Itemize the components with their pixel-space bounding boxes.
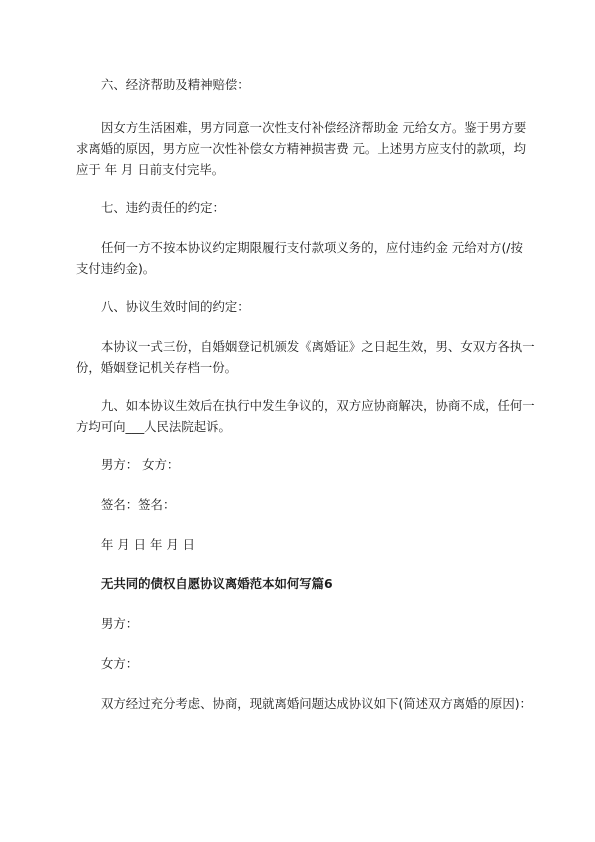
- date-labels: 年 月 日 年 月 日: [101, 537, 196, 552]
- male-party-label: 男方：: [101, 616, 139, 631]
- section-heading-9: 九、如本协议生效后在执行中发生争议的，双方应协商解决，协商不成，任何一: [101, 398, 535, 413]
- paragraph-line: 支付违约金)。: [76, 261, 156, 276]
- section-heading-7: 七、违约责任的约定：: [101, 200, 225, 215]
- paragraph-line: 求离婚的原因，男方应一次性补偿女方精神损害费 元。上述男方应支付的款项，均: [76, 141, 527, 156]
- paragraph-line: 任何一方不按本协议约定期限履行支付款项义务的，应付违约金 元给对方(/按: [101, 240, 523, 255]
- paragraph-line: 应于 年 月 日前支付完毕。: [76, 162, 225, 177]
- agreement-intro: 双方经过充分考虑、协商，现就离婚问题达成协议如下(简述双方离婚的原因)：: [101, 696, 532, 711]
- paragraph-line: 本协议一式三份，自婚姻登记机颁发《离婚证》之日起生效，男、女双方各执一: [101, 339, 535, 354]
- article-title: 无共同的债权自愿协议离婚范本如何写篇6: [101, 576, 333, 591]
- section-heading-6: 六、经济帮助及精神赔偿：: [101, 77, 250, 92]
- party-labels: 男方： 女方：: [101, 457, 180, 472]
- paragraph-line: 因女方生活困难，男方同意一次性支付补偿经济帮助金 元给女方。鉴于男方要: [101, 120, 527, 135]
- signature-labels: 签名：签名：: [101, 497, 176, 512]
- paragraph-line: 份，婚姻登记机关存档一份。: [76, 360, 238, 375]
- paragraph-line: 方均可向___人民法院起诉。: [76, 419, 231, 434]
- section-heading-8: 八、协议生效时间的约定：: [101, 299, 250, 314]
- female-party-label: 女方：: [101, 656, 139, 671]
